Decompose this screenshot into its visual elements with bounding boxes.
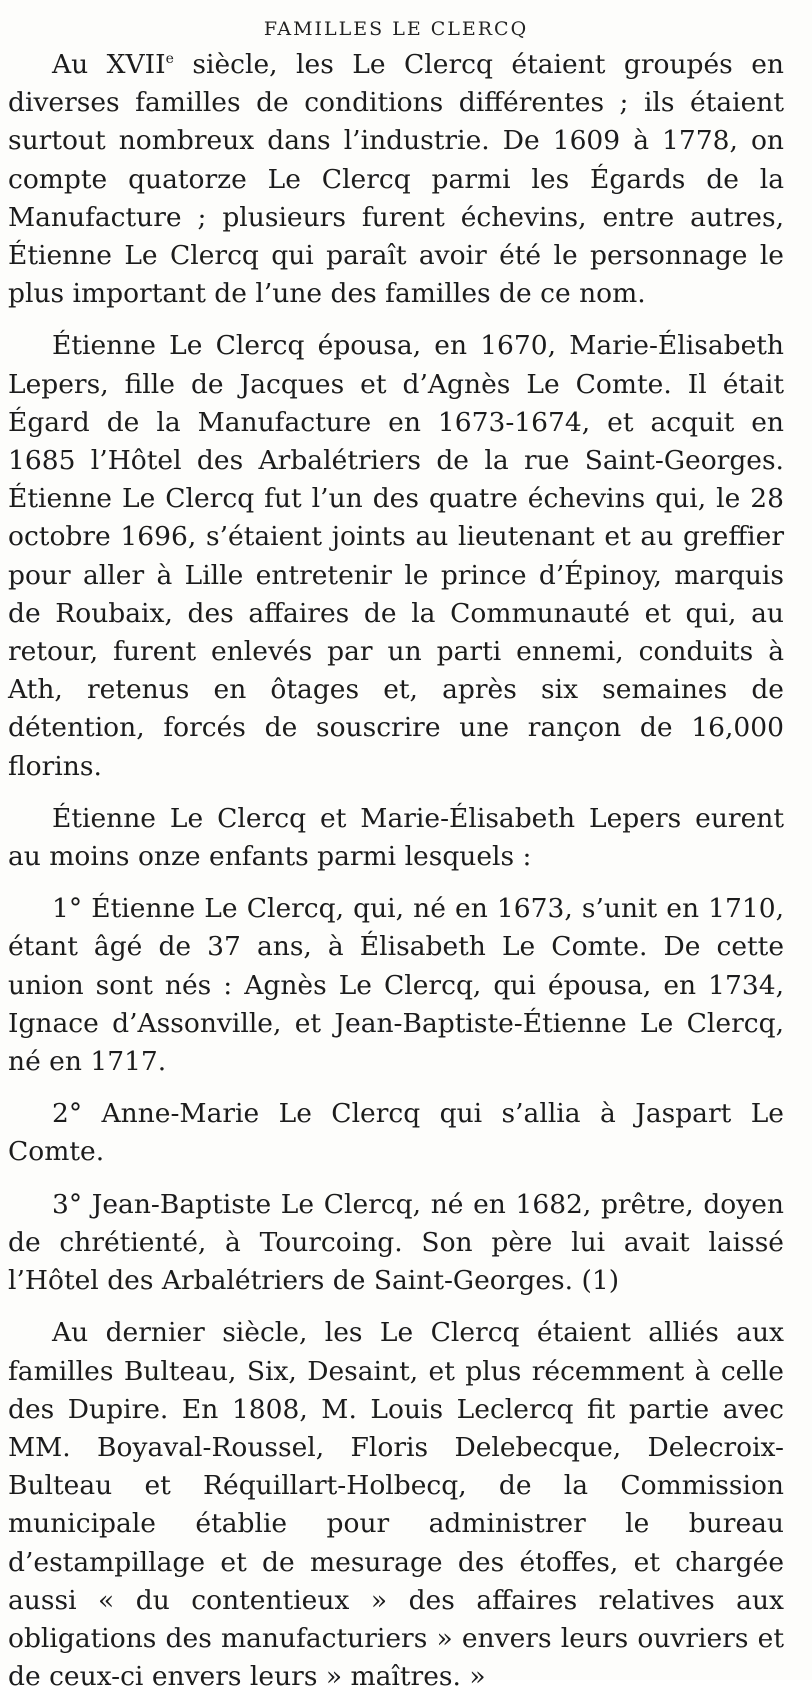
running-head: FAMILLES LE CLERCQ [263,18,529,40]
paragraph-last-century: Au dernier siècle, les Le Clercq étaient alliés aux familles Bulteau, Six, Desaint, et plus récemment à celle des Dupire. En 1808, M. Louis Leclercq fit partie avec MM. Boyaval-Roussel, Floris Delebecque, Delecroix-Bulteau et Réquillart-Holbecq, de la Commission municipale établie pour administrer le bureau d’estampillage et de mesurage des étoffes, et chargée aussi « du contentieux » des affaires relatives aux obligations des manufacturiers » envers leurs ouvriers et de ceux-ci envers leurs » maîtres. » [8,1317,784,1693]
paragraph-child-2: 2° Anne-Marie Le Clercq qui s’allia à Jaspart Le Comte. [8,1098,784,1168]
paragraph-etienne-le-clercq: Étienne Le Clercq épousa, en 1670, Marie-Élisabeth Lepers, fille de Jacques et d’Agnès Le Comte. Il était Égard de la Manufacture en 1673-1674, et acquit en 1685 l’Hôtel des Arbalétriers de la rue Saint-Georges. Étienne Le Clercq fut l’un des quatre échevins qui, le 28 octobre 1696, s’étaient joints au lieutenant et au greffier pour aller à Lille entretenir le prince d’Épinoy, marquis de Roubaix, des affaires de la Communauté et qui, au retour, furent enlevés par un parti ennemi, conduits à Ath, retenus en ôtages et, après six semaines de détention, forcés de souscrire une rançon de 16,000 florins. [8,330,784,782]
paragraph-child-1: 1° Étienne Le Clercq, qui, né en 1673, s’unit en 1710, étant âgé de 37 ans, à Élisabeth Le Comte. De cette union sont nés : Agnès Le Clercq, qui épousa, en 1734, Ignace d’Assonville, et Jean-Baptiste-Étienne Le Clercq, né en 1717. [8,893,784,1078]
century-superscript: e [165,51,174,68]
paragraph-seventeenth-century [8,46,784,313]
paragraph-child-3: 3° Jean-Baptiste Le Clercq, né en 1682, prêtre, doyen de chrétienté, à Tourcoing. Son père lui avait laissé l’Hôtel des Arbalétriers de Saint-Georges. (1) [8,1188,784,1297]
paragraph-children-intro: Étienne Le Clercq et Marie-Élisabeth Lepers eurent au moins onze enfants parmi lesquels : [8,802,784,873]
paragraph-lead: Au XVII [52,49,166,80]
paragraph-text: siècle, les Le Clercq étaient groupés en diverses familles de conditions différentes ; ils étaient surtout nombreux dans l’industrie. De 1609 à 1778, on compte quatorze Le Clercq parmi les Égards de la Manufacture ; plusieurs furent échevins, entre autres, Étienne Le Clercq qui paraît avoir été le personnage le plus important de l’une des familles de ce nom. [8,49,784,310]
